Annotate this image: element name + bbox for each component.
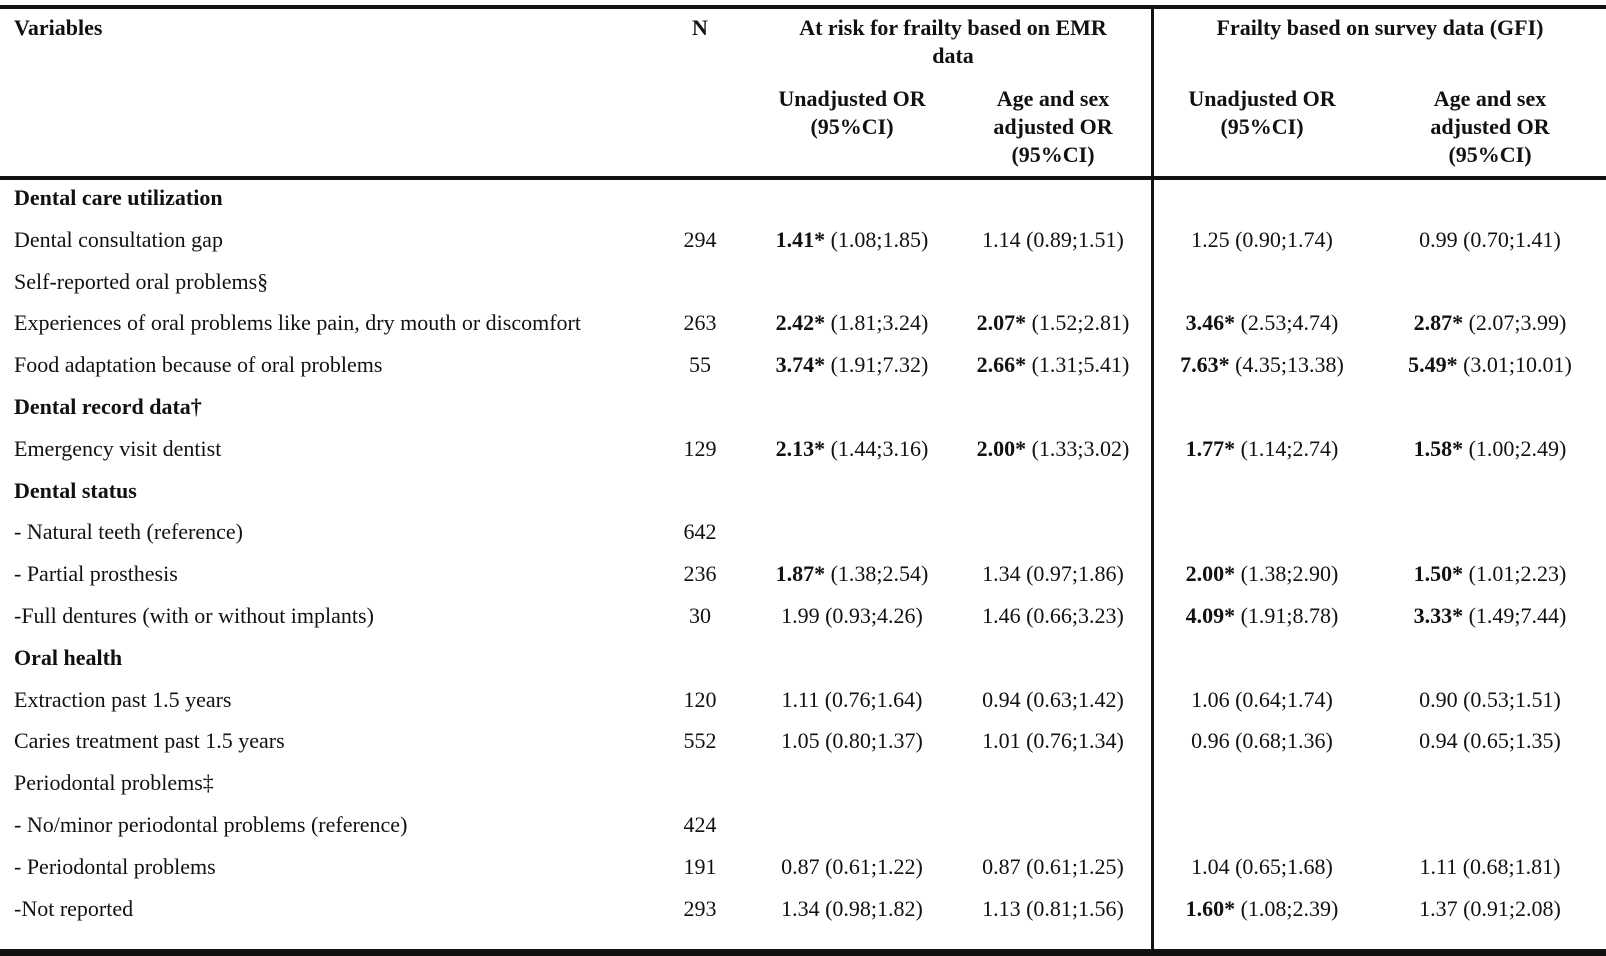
n-cell: 293	[683, 895, 717, 921]
table-row	[0, 888, 1606, 930]
variable-cell: Oral health	[14, 644, 123, 670]
or-ci-text: (1.81;3.24)	[825, 310, 929, 336]
or-ci-text: 1.11 (0.68;1.81)	[1419, 853, 1561, 879]
emr-unadjusted-cell	[752, 595, 952, 637]
header-gfi-adjusted: Age and sex adjusted OR (95%CI)	[1430, 86, 1550, 167]
or-ci-text: 1.04 (0.65;1.68)	[1191, 853, 1333, 879]
gfi-adjusted-cell	[1390, 553, 1590, 595]
header-gfi-unadjusted: Unadjusted OR (95%CI)	[1188, 86, 1336, 139]
variable-cell: - Natural teeth (reference)	[14, 519, 244, 545]
significant-or-value: 2.00*	[976, 435, 1027, 461]
or-ci-text: (1.33;3.02)	[1026, 435, 1130, 461]
or-ci-text: 1.34 (0.97;1.86)	[982, 561, 1124, 587]
or-ci-text: 1.14 (0.89;1.51)	[982, 226, 1124, 252]
section-header-row	[0, 177, 1606, 219]
significant-or-value: 5.49*	[1408, 352, 1458, 378]
n-cell: 294	[683, 226, 717, 252]
table-row	[0, 302, 1606, 344]
header-emr-group: At risk for frailty based on EMR data	[799, 15, 1107, 68]
table-row	[0, 219, 1606, 261]
or-ci-text: (2.07;3.99)	[1463, 310, 1567, 336]
significant-or-value: 1.87*	[775, 561, 826, 587]
n-cell: 263	[683, 310, 717, 336]
variable-cell: Dental record data†	[14, 394, 202, 419]
n-cell: 236	[683, 561, 717, 587]
or-ci-text: (1.91;8.78)	[1235, 603, 1339, 628]
n-cell: 424	[683, 812, 717, 837]
emr-unadjusted-cell	[752, 846, 952, 888]
table-row	[0, 804, 1606, 846]
gfi-adjusted-cell	[1390, 846, 1590, 888]
gfi-adjusted-cell	[1390, 344, 1590, 386]
top-rule	[0, 5, 1606, 9]
variable-cell: Dental care utilization	[14, 185, 223, 210]
or-ci-text: (1.01;2.23)	[1463, 561, 1567, 587]
or-ci-text: 1.13 (0.81;1.56)	[982, 895, 1124, 921]
n-cell: 552	[683, 728, 717, 754]
gfi-adjusted-cell	[1390, 720, 1590, 762]
variable-cell: Experiences of oral problems like pain, dry mouth or discomfort	[14, 310, 581, 336]
header-emr-adjusted: Age and sex adjusted OR (95%CI)	[993, 86, 1113, 167]
emr-unadjusted-cell	[752, 553, 952, 595]
variable-cell: -Not reported	[14, 895, 134, 921]
significant-or-value: 2.42*	[775, 310, 826, 336]
variable-cell: Self-reported oral problems§	[14, 268, 269, 294]
significant-or-value: 1.41*	[775, 226, 826, 252]
gfi-unadjusted-cell	[1162, 428, 1362, 470]
n-cell: 642	[683, 519, 717, 545]
or-ci-text: 0.94 (0.63;1.42)	[982, 686, 1124, 712]
significant-or-value: 1.60*	[1185, 895, 1236, 921]
bottom-rule	[0, 949, 1606, 956]
header-variables: Variables	[14, 15, 103, 40]
gfi-unadjusted-cell	[1162, 302, 1362, 344]
significant-or-value: 4.09*	[1185, 603, 1236, 628]
or-ci-text: 1.25 (0.90;1.74)	[1191, 226, 1333, 252]
gfi-adjusted-cell	[1390, 302, 1590, 344]
significant-or-value: 3.74*	[775, 352, 826, 378]
gfi-unadjusted-cell	[1162, 219, 1362, 261]
table-row	[0, 428, 1606, 470]
emr-adjusted-cell	[953, 344, 1153, 386]
or-ci-text: (1.08;2.39)	[1235, 895, 1339, 921]
significant-or-value: 2.13*	[775, 435, 826, 461]
emr-adjusted-cell	[953, 219, 1153, 261]
gfi-adjusted-cell	[1390, 679, 1590, 721]
emr-adjusted-cell	[953, 679, 1153, 721]
or-ci-text: (4.35;13.38)	[1229, 352, 1344, 378]
variable-cell: -Full dentures (with or without implants)	[14, 603, 374, 628]
emr-unadjusted-cell	[752, 302, 952, 344]
gfi-adjusted-cell	[1390, 595, 1590, 637]
or-ci-text: (1.08;1.85)	[825, 226, 929, 252]
table-row	[0, 344, 1606, 386]
emr-adjusted-cell	[953, 720, 1153, 762]
significant-or-value: 2.87*	[1413, 310, 1464, 336]
gfi-adjusted-cell	[1390, 219, 1590, 261]
or-ci-text: 1.99 (0.93;4.26)	[781, 603, 923, 628]
table-row	[0, 511, 1606, 553]
variable-cell: Caries treatment past 1.5 years	[14, 728, 285, 754]
variable-cell: Food adaptation because of oral problems	[14, 352, 383, 378]
n-cell: 120	[683, 686, 717, 712]
emr-adjusted-cell	[953, 553, 1153, 595]
or-ci-text: (1.14;2.74)	[1235, 435, 1339, 461]
or-ci-text: (1.52;2.81)	[1026, 310, 1130, 336]
header-n: N	[692, 15, 708, 40]
table-row	[0, 261, 1606, 303]
or-ci-text: 0.96 (0.68;1.36)	[1191, 728, 1333, 754]
emr-adjusted-cell	[953, 302, 1153, 344]
gfi-unadjusted-cell	[1162, 679, 1362, 721]
section-header-row	[0, 470, 1606, 512]
gfi-unadjusted-cell	[1162, 720, 1362, 762]
table-row	[0, 553, 1606, 595]
or-ci-text: 0.90 (0.53;1.51)	[1419, 686, 1561, 712]
significant-or-value: 3.46*	[1185, 310, 1236, 336]
emr-unadjusted-cell	[752, 888, 952, 930]
section-header-row	[0, 637, 1606, 679]
header-gfi-group: Frailty based on survey data (GFI)	[1216, 15, 1544, 40]
n-cell: 55	[689, 352, 711, 378]
significant-or-value: 7.63*	[1180, 352, 1230, 378]
table-row	[0, 679, 1606, 721]
n-cell: 30	[689, 603, 711, 628]
gfi-adjusted-cell	[1390, 888, 1590, 930]
variable-cell: Extraction past 1.5 years	[14, 686, 232, 712]
variable-cell: - Partial prosthesis	[14, 561, 178, 587]
significant-or-value: 2.07*	[976, 310, 1027, 336]
variable-cell: - No/minor periodontal problems (reference)	[14, 812, 408, 837]
gfi-adjusted-cell	[1390, 428, 1590, 470]
variable-cell: - Periodontal problems	[14, 853, 216, 879]
significant-or-value: 2.66*	[976, 352, 1027, 378]
significant-or-value: 3.33*	[1413, 603, 1464, 628]
or-ci-text: (3.01;10.01)	[1457, 352, 1572, 378]
or-ci-text: 0.94 (0.65;1.35)	[1419, 728, 1561, 754]
gfi-unadjusted-cell	[1162, 344, 1362, 386]
significant-or-value: 1.77*	[1185, 435, 1236, 461]
or-ci-text: (1.44;3.16)	[825, 435, 929, 461]
section-header-row	[0, 386, 1606, 428]
table-row	[0, 595, 1606, 637]
emr-unadjusted-cell	[752, 344, 952, 386]
gfi-unadjusted-cell	[1162, 553, 1362, 595]
header-emr-unadjusted: Unadjusted OR (95%CI)	[778, 86, 926, 139]
table-row	[0, 846, 1606, 888]
variable-cell: Dental status	[14, 477, 137, 503]
emr-unadjusted-cell	[752, 219, 952, 261]
n-cell: 129	[683, 435, 717, 461]
or-ci-text: 1.46 (0.66;3.23)	[982, 603, 1124, 628]
or-ci-text: 1.37 (0.91;2.08)	[1419, 895, 1561, 921]
emr-adjusted-cell	[953, 846, 1153, 888]
significant-or-value: 1.50*	[1413, 561, 1464, 587]
or-ci-text: 1.01 (0.76;1.34)	[982, 728, 1124, 754]
table-row	[0, 720, 1606, 762]
gfi-unadjusted-cell	[1162, 846, 1362, 888]
variable-cell: Periodontal problems‡	[14, 770, 214, 796]
or-ci-text: (1.31;5.41)	[1026, 352, 1130, 378]
or-ci-text: 0.87 (0.61;1.22)	[781, 853, 923, 879]
gfi-unadjusted-cell	[1162, 888, 1362, 930]
or-ci-text: 0.99 (0.70;1.41)	[1419, 226, 1561, 252]
significant-or-value: 1.58*	[1413, 435, 1464, 461]
or-ci-text: (1.38;2.90)	[1235, 561, 1339, 587]
emr-unadjusted-cell	[752, 720, 952, 762]
table-row	[0, 762, 1606, 804]
or-ci-text: (1.91;7.32)	[825, 352, 929, 378]
or-ci-text: (1.38;2.54)	[825, 561, 929, 587]
emr-unadjusted-cell	[752, 679, 952, 721]
n-cell: 191	[683, 853, 717, 879]
variable-cell: Dental consultation gap	[14, 226, 223, 252]
or-ci-text: 1.11 (0.76;1.64)	[781, 686, 923, 712]
gfi-unadjusted-cell	[1162, 595, 1362, 637]
emr-unadjusted-cell	[752, 428, 952, 470]
or-ci-text: 1.05 (0.80;1.37)	[781, 728, 923, 754]
or-ci-text: (2.53;4.74)	[1235, 310, 1339, 336]
or-ci-text: (1.49;7.44)	[1463, 603, 1567, 628]
or-ci-text: 1.34 (0.98;1.82)	[781, 895, 923, 921]
variable-cell: Emergency visit dentist	[14, 435, 222, 461]
emr-adjusted-cell	[953, 428, 1153, 470]
emr-adjusted-cell	[953, 888, 1153, 930]
or-ci-text: 1.06 (0.64;1.74)	[1191, 686, 1333, 712]
significant-or-value: 2.00*	[1185, 561, 1236, 587]
emr-adjusted-cell	[953, 595, 1153, 637]
or-ci-text: (1.00;2.49)	[1463, 435, 1567, 461]
or-ci-text: 0.87 (0.61;1.25)	[982, 853, 1124, 879]
